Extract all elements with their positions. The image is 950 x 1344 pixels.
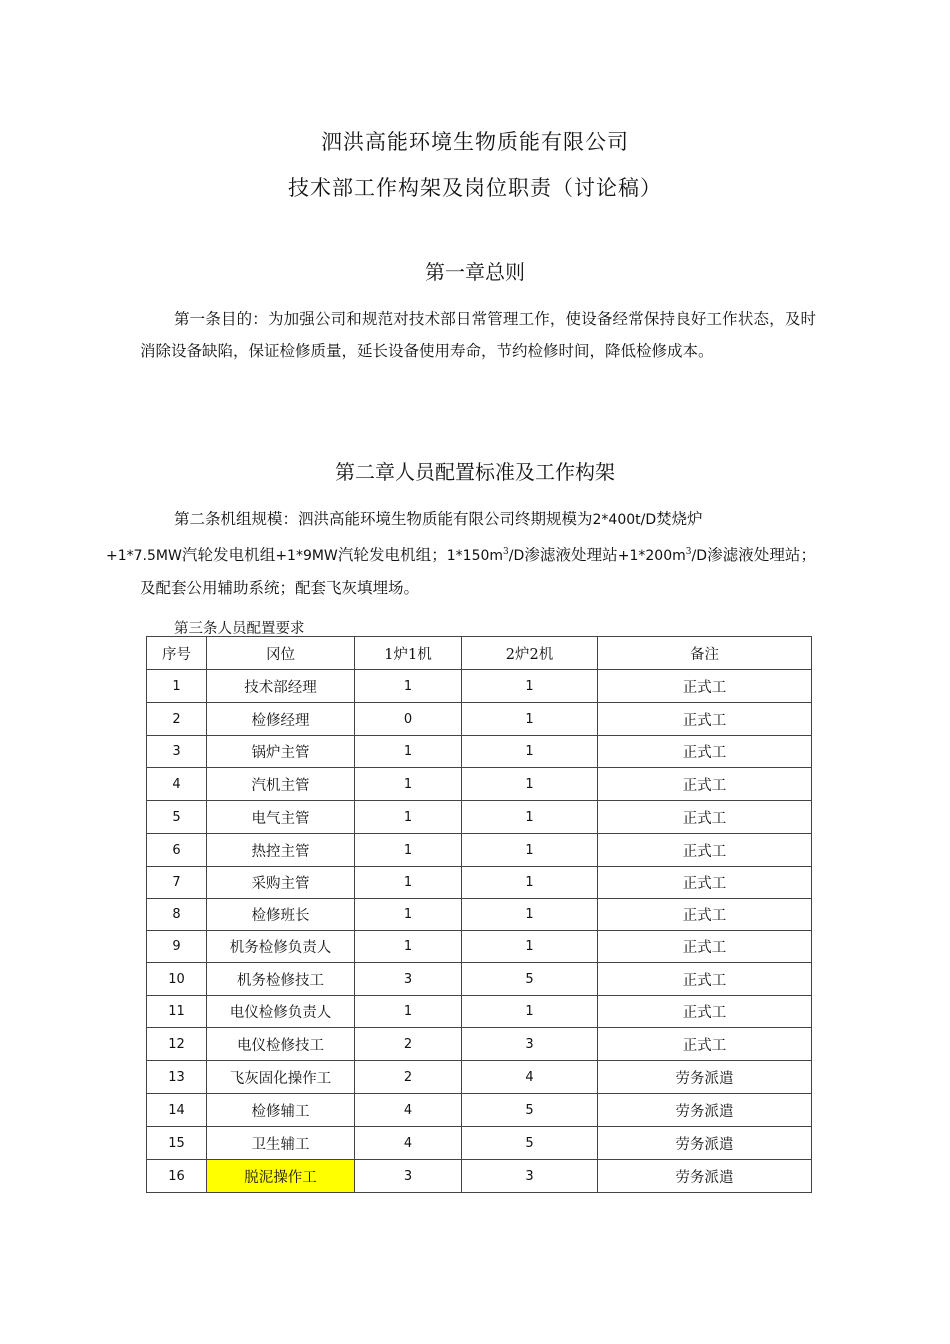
note-cell: 正式工 [598,899,812,931]
table-row [147,1094,812,1127]
post-cell: 检修经理 [207,703,355,736]
two-unit-count-cell: 1 [462,801,598,834]
table-row [147,996,812,1028]
note-cell: 正式工 [598,736,812,768]
one-unit-count-cell: 4 [355,1127,462,1160]
note-cell: 劳务派遣 [598,1094,812,1127]
row-number-cell: 1 [147,670,207,703]
row-number-cell: 12 [147,1028,207,1061]
note-cell: 正式工 [598,931,812,963]
note-cell: 正式工 [598,1028,812,1061]
one-unit-count-cell: 1 [355,899,462,931]
row-number-cell: 3 [147,736,207,768]
row-number-cell: 8 [147,899,207,931]
row-number-cell: 15 [147,1127,207,1160]
chapter-2-heading: 第二章人员配置标准及工作构架 [335,460,615,484]
one-unit-count-cell: 3 [355,963,462,996]
post-cell: 机务检修负责人 [207,931,355,963]
note-cell: 正式工 [598,996,812,1028]
post-cell: 电仪检修负责人 [207,996,355,1028]
table-row [147,736,812,768]
row-number-cell: 14 [147,1094,207,1127]
note-cell: 正式工 [598,834,812,867]
one-unit-count-cell: 1 [355,801,462,834]
two-unit-count-cell: 5 [462,1094,598,1127]
header-cell: 1炉1机 [355,637,462,670]
two-unit-count-cell: 3 [462,1160,598,1193]
row-number-cell: 11 [147,996,207,1028]
one-unit-count-cell: 1 [355,736,462,768]
table-row [147,1127,812,1160]
post-cell: 机务检修技工 [207,963,355,996]
one-unit-count-cell: 2 [355,1061,462,1094]
row-number-cell: 10 [147,963,207,996]
row-number-cell: 7 [147,867,207,899]
two-unit-count-cell: 5 [462,1127,598,1160]
one-unit-count-cell: 1 [355,670,462,703]
one-unit-count-cell: 1 [355,867,462,899]
note-cell: 正式工 [598,801,812,834]
one-unit-count-cell: 2 [355,1028,462,1061]
one-unit-count-cell: 1 [355,834,462,867]
one-unit-count-cell: 4 [355,1094,462,1127]
article-1-paragraph: 第一条目的：为加强公司和规范对技术部日常管理工作，使设备经常保持良好工作状态，及时消除设备缺陷，保证检修质量，延长设备使用寿命，节约检修时间，降低检修成本。 [140,310,816,360]
header-cell: 序号 [147,637,207,670]
one-unit-count-cell: 1 [355,768,462,801]
article-2-paragraph: 第二条机组规模：泗洪高能环境生物质能有限公司终期规模为2*400t/D焚烧炉 +1*7.5MW汽轮发电机组+1*9MW汽轮发电机组；$1*150m^3/D$渗滤液处理站$+1*200m^3/D$渗滤液处理站；及配套公用辅助系统；配套飞灰填埋场。 [106,510,816,598]
two-unit-count-cell: 1 [462,670,598,703]
post-cell: 飞灰固化操作工 [207,1061,355,1094]
table-row [147,1160,812,1193]
post-cell: 卫生辅工 [207,1127,355,1160]
row-number-cell: 16 [147,1160,207,1193]
two-unit-count-cell: 5 [462,963,598,996]
note-cell: 劳务派遣 [598,1160,812,1193]
post-cell: 热控主管 [207,834,355,867]
two-unit-count-cell: 1 [462,736,598,768]
post-cell: 脱泥操作工 [207,1160,355,1193]
table-row [147,834,812,867]
two-unit-count-cell: 3 [462,1028,598,1061]
table-row [147,963,812,996]
two-unit-count-cell: 1 [462,996,598,1028]
note-cell: 正式工 [598,703,812,736]
two-unit-count-cell: 1 [462,899,598,931]
document-title: 技术部工作构架及岗位职责（讨论稿） [288,176,662,200]
table-row [147,801,812,834]
table-row [147,670,812,703]
row-number-cell: 9 [147,931,207,963]
two-unit-count-cell: 1 [462,768,598,801]
table-row [147,899,812,931]
one-unit-count-cell: 0 [355,703,462,736]
table-row [147,1028,812,1061]
note-cell: 正式工 [598,867,812,899]
two-unit-count-cell: 1 [462,703,598,736]
header-cell: 备注 [598,637,812,670]
post-cell: 电仪检修技工 [207,1028,355,1061]
two-unit-count-cell: 1 [462,834,598,867]
note-cell: 正式工 [598,670,812,703]
post-cell: 检修辅工 [207,1094,355,1127]
post-cell: 采购主管 [207,867,355,899]
post-cell: 技术部经理 [207,670,355,703]
two-unit-count-cell: 1 [462,867,598,899]
row-number-cell: 5 [147,801,207,834]
one-unit-count-cell: 1 [355,996,462,1028]
post-cell: 锅炉主管 [207,736,355,768]
note-cell: 劳务派遣 [598,1061,812,1094]
post-cell: 检修班长 [207,899,355,931]
chapter-1-heading: 第一章总则 [425,260,525,284]
row-number-cell: 13 [147,1061,207,1094]
two-unit-count-cell: 4 [462,1061,598,1094]
note-cell: 正式工 [598,768,812,801]
staff-allocation-table [146,636,812,1193]
table-row [147,931,812,963]
table-row [147,768,812,801]
table-row [147,867,812,899]
table-row [147,703,812,736]
company-title: 泗洪高能环境生物质能有限公司 [321,130,629,154]
note-cell: 劳务派遣 [598,1127,812,1160]
header-cell: 2炉2机 [462,637,598,670]
two-unit-count-cell: 1 [462,931,598,963]
article-3-label: 第三条人员配置要求 [174,621,305,637]
one-unit-count-cell: 1 [355,931,462,963]
table-header-row [147,637,812,670]
post-cell: 汽机主管 [207,768,355,801]
header-cell: 冈位 [207,637,355,670]
note-cell: 正式工 [598,963,812,996]
one-unit-count-cell: 3 [355,1160,462,1193]
post-cell: 电气主管 [207,801,355,834]
table-row [147,1061,812,1094]
row-number-cell: 4 [147,768,207,801]
row-number-cell: 2 [147,703,207,736]
row-number-cell: 6 [147,834,207,867]
